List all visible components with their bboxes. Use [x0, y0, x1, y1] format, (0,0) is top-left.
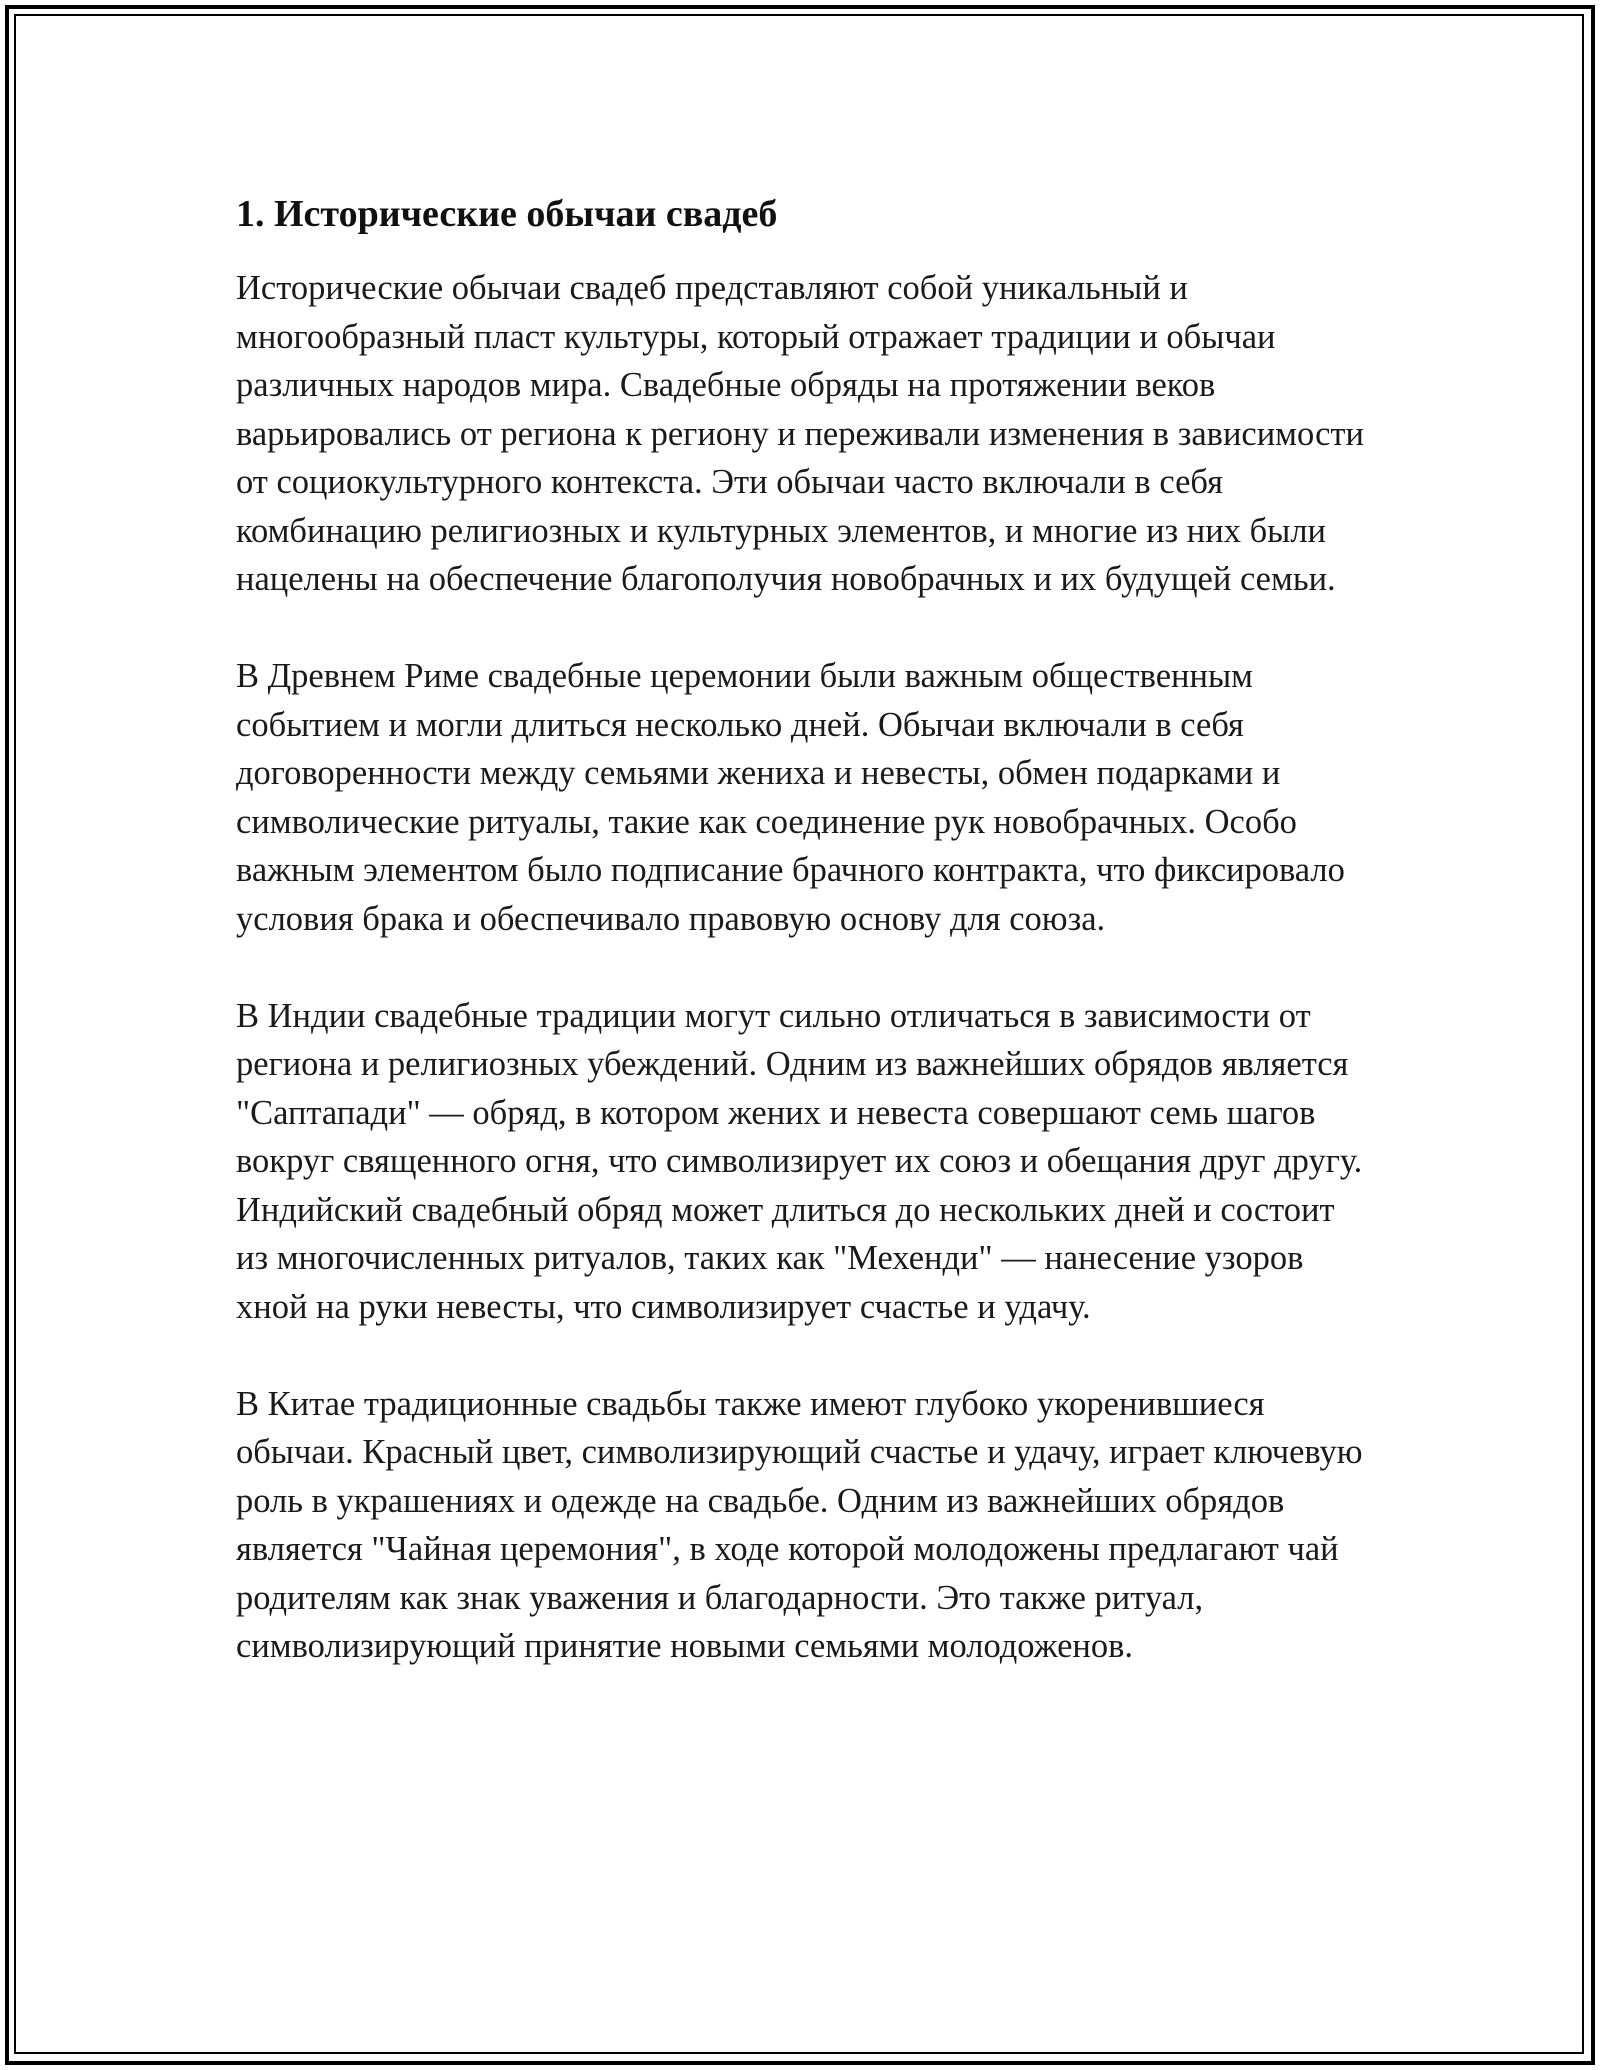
paragraph-ancient-rome: В Древнем Риме свадебные церемонии были важным общественным событием и могли длиться несколько дней. Обычаи включали в себя договоренности между семьями жениха и невесты, обмен подарками и символические ритуалы, такие как соединение рук новобрачных. Особо важным элементом было подписание брачного контракта, что фиксировало условия брака и обеспечивало правовую основу для союза. [236, 657, 1345, 938]
paragraph-intro: Исторические обычаи свадеб представляют собой уникальный и многообразный пласт культуры, который отражает традиции и обычаи различных народов мира. Свадебные обряды на протяжении веков варьировались от региона к региону и переживали изменения в зависимости от социокультурного контекста. Эти обычаи часто включали в себя комбинацию религиозных и культурных элементов, и многие из них были нацелены на обеспечение благополучия новобрачных и их будущей семьи. [236, 269, 1364, 598]
paragraph-china: В Китае традиционные свадьбы также имеют глубоко укоренившиеся обычаи. Красный цвет, символизирующий счастье и удачу, играет ключевую роль в украшениях и одежде на свадьбе. Одним из важнейших обрядов является "Чайная церемония", в ходе которой молодожены предлагают чай родителям как знак уважения и благодарности. Это также ритуал, символизирующий принятие новыми семьями молодоженов. [236, 1384, 1363, 1665]
paragraph-india: В Индии свадебные традиции могут сильно отличаться в зависимости от региона и религиозных убеждений. Одним из важнейших обрядов является "Саптапади" — обряд, в котором жених и невеста совершают семь шагов вокруг священного огня, что символизирует их союз и обещания друг другу. Индийский свадебный обряд может длиться до нескольких дней и состоит из многочисленных ритуалов, таких как "Мехенди" — нанесение узоров хной на руки невесты, что символизирует счастье и удачу. [236, 996, 1363, 1326]
document-body [236, 188, 1366, 1719]
section-heading: 1. Исторические обычаи свадеб [236, 193, 778, 235]
